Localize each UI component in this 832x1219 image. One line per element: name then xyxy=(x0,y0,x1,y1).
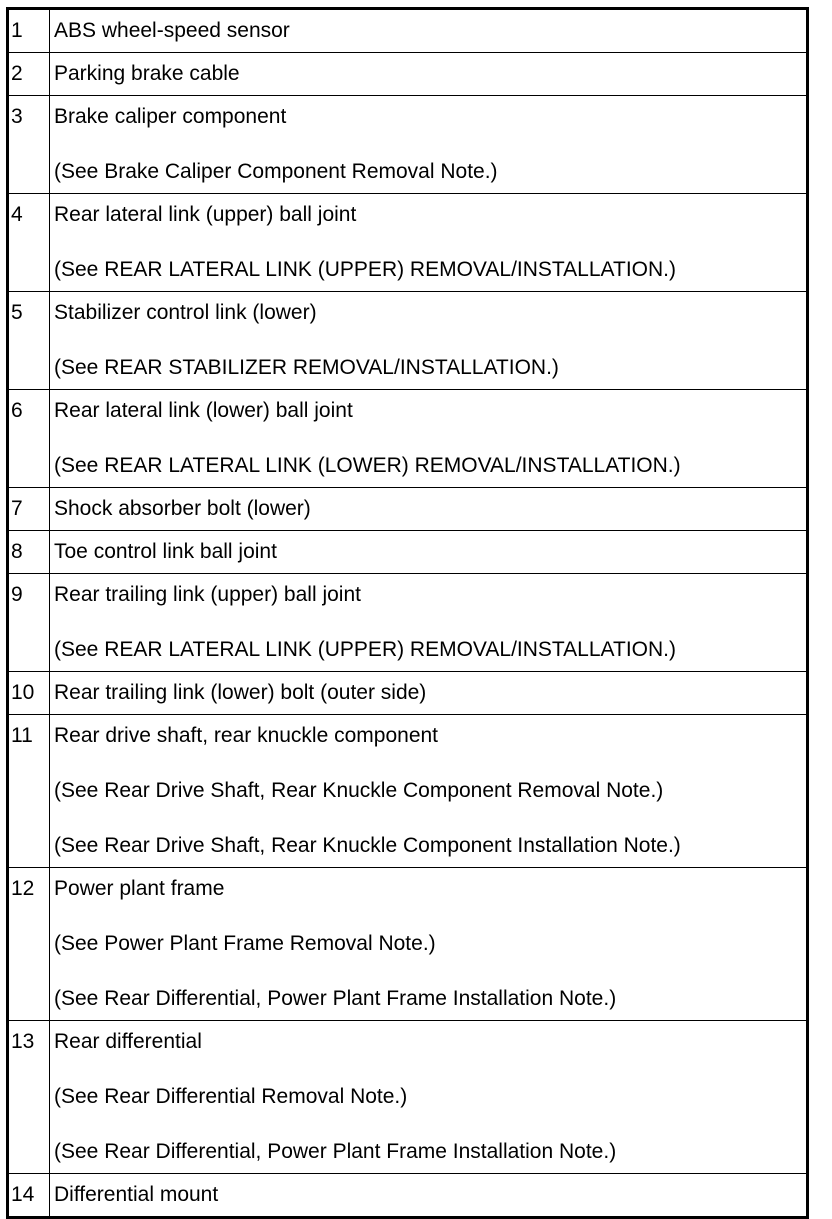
item-reference-note: (See REAR LATERAL LINK (LOWER) REMOVAL/INSTALLATION.) xyxy=(54,454,681,477)
table-row xyxy=(8,715,808,868)
item-number-cell xyxy=(8,1021,50,1174)
item-description-cell xyxy=(50,715,808,868)
item-name: Brake caliper component xyxy=(54,105,287,128)
item-number-cell xyxy=(8,672,50,715)
item-reference-note: (See Power Plant Frame Removal Note.) xyxy=(54,932,436,955)
item-reference-note: (See Rear Drive Shaft, Rear Knuckle Component Removal Note.) xyxy=(54,779,664,802)
item-description-cell xyxy=(50,1174,808,1218)
item-name: Rear differential xyxy=(54,1030,202,1053)
table-row xyxy=(8,9,808,53)
parts-table-body xyxy=(8,9,808,1218)
item-number-cell xyxy=(8,390,50,488)
item-number: 3 xyxy=(11,105,23,128)
item-number: 14 xyxy=(11,1183,35,1206)
item-reference-note: (See Brake Caliper Component Removal Note.) xyxy=(54,160,498,183)
item-name: ABS wheel-speed sensor xyxy=(54,19,290,42)
item-description-cell xyxy=(50,868,808,1021)
item-name: Differential mount xyxy=(54,1183,219,1206)
table-row xyxy=(8,574,808,672)
item-number: 12 xyxy=(11,877,35,900)
item-number-cell xyxy=(8,292,50,390)
item-description-cell xyxy=(50,488,808,531)
item-name: Rear trailing link (lower) bolt (outer side) xyxy=(54,681,427,704)
item-reference-note: (See Rear Drive Shaft, Rear Knuckle Component Installation Note.) xyxy=(54,834,681,857)
item-number-cell xyxy=(8,488,50,531)
parts-table xyxy=(6,7,809,1219)
item-description-cell xyxy=(50,672,808,715)
item-reference-note: (See Rear Differential, Power Plant Frame Installation Note.) xyxy=(54,987,617,1010)
item-number: 13 xyxy=(11,1030,35,1053)
table-row xyxy=(8,96,808,194)
item-name: Rear lateral link (upper) ball joint xyxy=(54,203,357,226)
item-name: Toe control link ball joint xyxy=(54,540,277,563)
item-name: Stabilizer control link (lower) xyxy=(54,301,317,324)
table-row xyxy=(8,194,808,292)
item-reference-note: (See Rear Differential Removal Note.) xyxy=(54,1085,408,1108)
item-description-cell xyxy=(50,1021,808,1174)
item-number-cell xyxy=(8,574,50,672)
item-description-cell xyxy=(50,53,808,96)
item-description-cell xyxy=(50,292,808,390)
table-row xyxy=(8,531,808,574)
item-description-cell xyxy=(50,9,808,53)
item-number-cell xyxy=(8,53,50,96)
item-description-cell xyxy=(50,390,808,488)
item-number-cell xyxy=(8,531,50,574)
item-description-cell xyxy=(50,194,808,292)
item-number: 6 xyxy=(11,399,23,422)
table-row xyxy=(8,868,808,1021)
item-number: 10 xyxy=(11,681,35,704)
table-row xyxy=(8,292,808,390)
item-number: 5 xyxy=(11,301,23,324)
item-number: 2 xyxy=(11,62,23,85)
item-number: 8 xyxy=(11,540,23,563)
item-reference-note: (See REAR STABILIZER REMOVAL/INSTALLATION.) xyxy=(54,356,559,379)
item-name: Power plant frame xyxy=(54,877,225,900)
item-number-cell xyxy=(8,96,50,194)
item-number: 9 xyxy=(11,583,23,606)
item-number-cell xyxy=(8,9,50,53)
item-name: Parking brake cable xyxy=(54,62,240,85)
item-reference-note: (See REAR LATERAL LINK (UPPER) REMOVAL/INSTALLATION.) xyxy=(54,638,676,661)
item-number-cell xyxy=(8,715,50,868)
item-name: Shock absorber bolt (lower) xyxy=(54,497,311,520)
item-name: Rear trailing link (upper) ball joint xyxy=(54,583,361,606)
item-number: 7 xyxy=(11,497,23,520)
item-number-cell xyxy=(8,868,50,1021)
item-description-cell xyxy=(50,531,808,574)
item-description-cell xyxy=(50,574,808,672)
table-row xyxy=(8,488,808,531)
table-row xyxy=(8,1174,808,1218)
item-reference-note: (See REAR LATERAL LINK (UPPER) REMOVAL/INSTALLATION.) xyxy=(54,258,676,281)
item-name: Rear drive shaft, rear knuckle component xyxy=(54,724,439,747)
table-row xyxy=(8,1021,808,1174)
table-row xyxy=(8,53,808,96)
item-number: 1 xyxy=(11,19,23,42)
item-description-cell xyxy=(50,96,808,194)
table-row xyxy=(8,672,808,715)
table-row xyxy=(8,390,808,488)
item-number: 11 xyxy=(11,724,33,747)
item-number-cell xyxy=(8,194,50,292)
item-number-cell xyxy=(8,1174,50,1218)
item-reference-note: (See Rear Differential, Power Plant Frame Installation Note.) xyxy=(54,1140,617,1163)
item-name: Rear lateral link (lower) ball joint xyxy=(54,399,353,422)
item-number: 4 xyxy=(11,203,23,226)
